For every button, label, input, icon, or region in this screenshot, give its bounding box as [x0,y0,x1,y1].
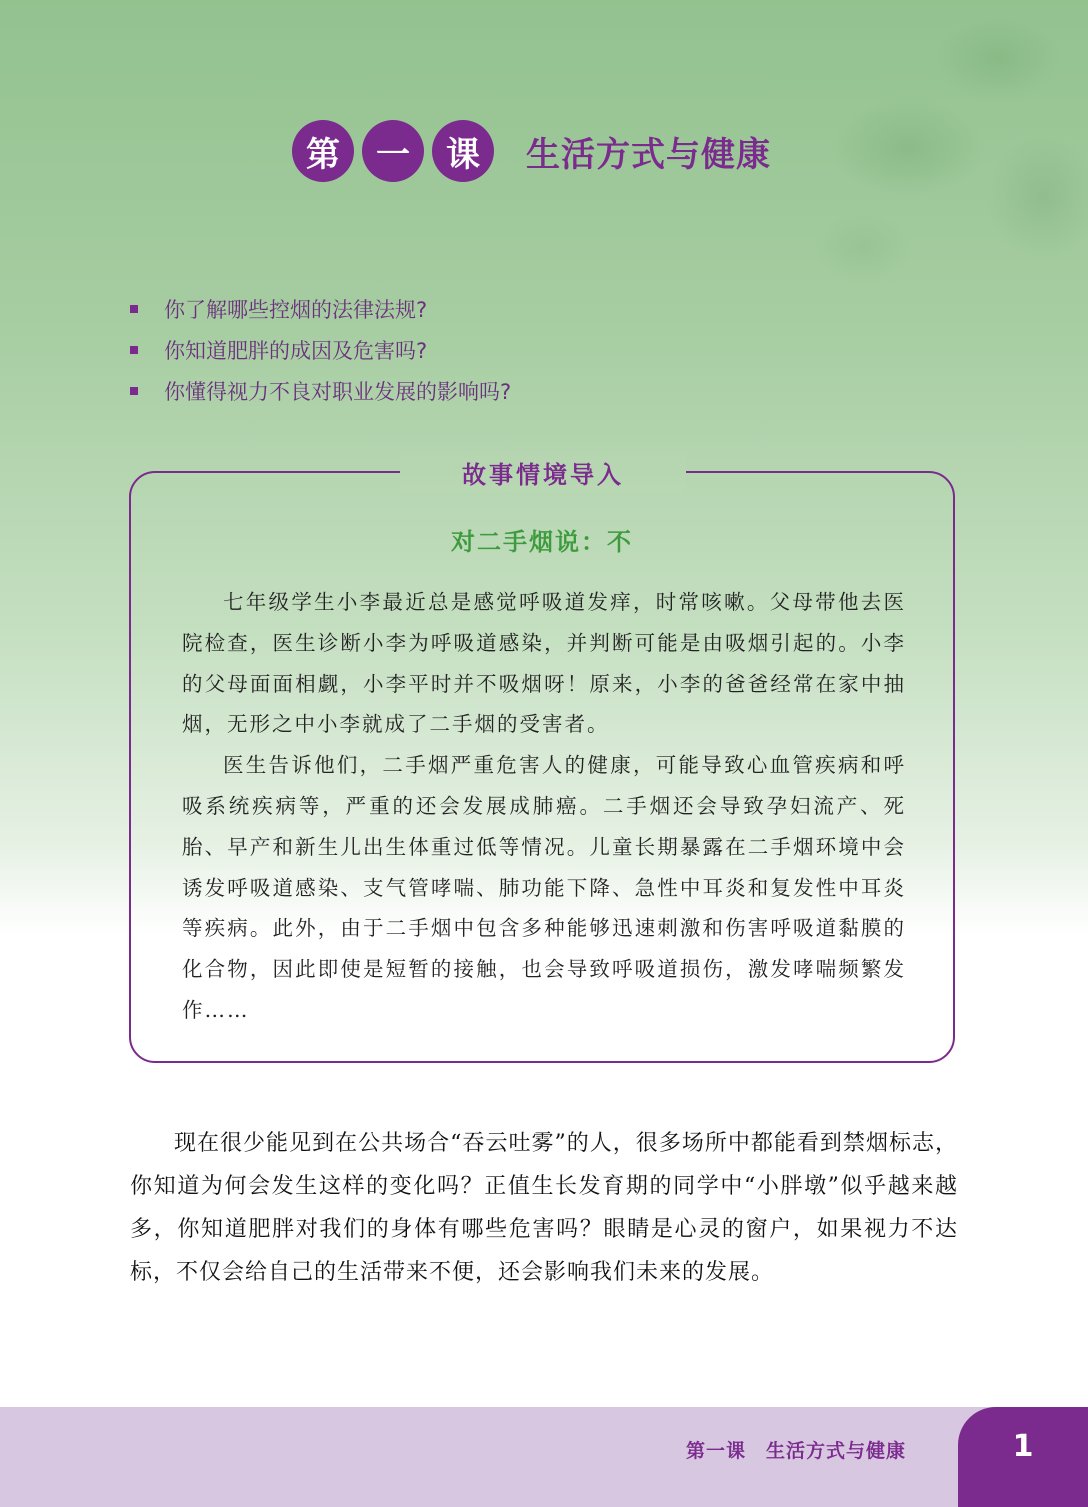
question-item [130,329,511,370]
lesson-header [292,120,771,182]
lesson-char-2: 一 [362,120,424,182]
question-list [130,288,511,411]
footer-bar [0,1407,1088,1507]
page-number: 1 [1012,1429,1034,1464]
question-text: 你了解哪些控烟的法律法规? [164,297,428,322]
square-bullet-icon [130,387,138,395]
square-bullet-icon [130,346,138,354]
smoke-decoration [788,0,1088,330]
footer-title: 第一课 生活方式与健康 [685,1440,906,1462]
lesson-title: 生活方式与健康 [526,134,771,175]
story-paragraph: 七年级学生小李最近总是感觉呼吸道发痒，时常咳嗽。父母带他去医院检查，医生诊断小李为呼吸道感染，并判断可能是由吸烟引起的。小李的父母面面相觑，小李平时并不吸烟呀！原来，小李的爸爸经常在家中抽烟，无形之中小李就成了二手烟的受害者。 [182,590,906,737]
lesson-char-1: 第 [292,120,354,182]
story-label: 故事情境导入 [400,452,686,492]
question-item [130,288,511,329]
square-bullet-icon [130,305,138,313]
page-number-tab [958,1407,1088,1507]
question-item [130,370,511,411]
story-title: 对二手烟说：不 [451,528,633,556]
question-text: 你懂得视力不良对职业发展的影响吗? [164,379,512,404]
lesson-char-3: 课 [432,120,494,182]
intro-text [130,1122,958,1294]
intro-paragraph: 现在很少能见到在公共场合“吞云吐雾”的人，很多场所中都能看到禁烟标志，你知道为何会发生这样的变化吗？正值生长发育期的同学中“小胖墩”似乎越来越多，你知道肥胖对我们的身体有哪些危害吗？眼睛是心灵的窗户，如果视力不达标，不仅会给自己的生活带来不便，还会影响我们未来的发展。 [130,1131,958,1285]
story-paragraph: 医生告诉他们，二手烟严重危害人的健康，可能导致心血管疾病和呼吸系统疾病等，严重的还会发展成肺癌。二手烟还会导致孕妇流产、死胎、早产和新生儿出生体重过低等情况。儿童长期暴露在二手烟环境中会诱发呼吸道感染、支气管哮喘、肺功能下降、急性中耳炎和复发性中耳炎等疾病。此外，由于二手烟中包含多种能够迅速刺激和伤害呼吸道黏膜的化合物，因此即使是短暂的接触，也会导致呼吸道损伤，激发哮喘频繁发作…… [182,753,906,1022]
question-text: 你知道肥胖的成因及危害吗? [164,338,428,363]
story-text [182,582,906,1031]
